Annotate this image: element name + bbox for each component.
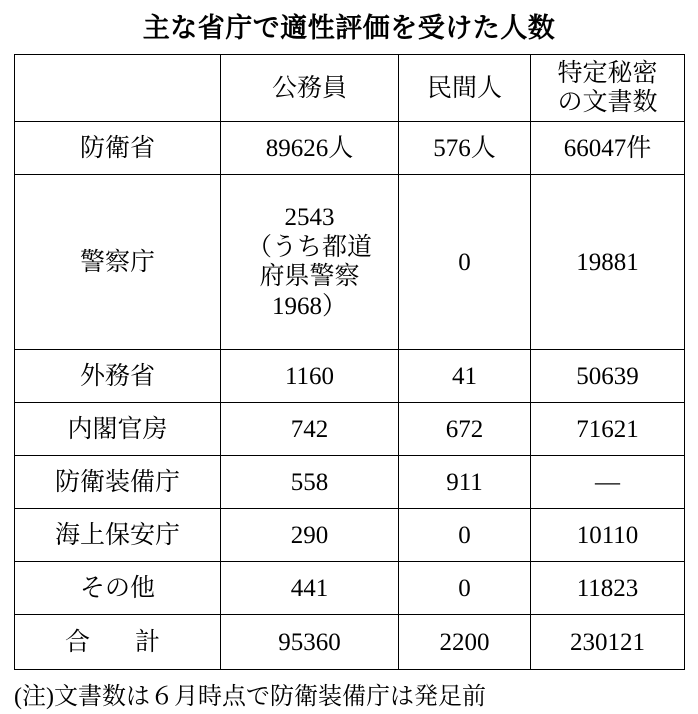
figure-note: (注)文書数は６月時点で防衛装備庁は発足前 xyxy=(14,684,486,711)
header-cell-blank xyxy=(15,55,221,122)
cell-public-servants: 290 xyxy=(221,509,399,562)
cell-secret-documents: 71621 xyxy=(531,403,685,456)
header-cell-public-servants: 公務員 xyxy=(221,55,399,122)
table-header xyxy=(15,55,685,122)
table-row xyxy=(15,562,685,615)
figure-title: 主な省庁で適性評価を受けた人数 xyxy=(142,13,556,43)
cell-private-citizens: 0 xyxy=(399,175,531,350)
cell-public-servants xyxy=(221,175,399,350)
cell-public-servants: 558 xyxy=(221,456,399,509)
cell-line-2: （うち都道 xyxy=(246,233,372,261)
cell-private-citizens: 576人 xyxy=(399,122,531,175)
table-row xyxy=(15,403,685,456)
table-row xyxy=(15,509,685,562)
table-body xyxy=(15,122,685,670)
header-cell-secret-documents-line2: の文書数 xyxy=(557,89,658,117)
row-label-total: 合 計 xyxy=(15,615,221,670)
row-label: 内閣官房 xyxy=(15,403,221,456)
table-row xyxy=(15,122,685,175)
row-label: その他 xyxy=(15,562,221,615)
row-label: 外務省 xyxy=(15,350,221,403)
header-cell-secret-documents-line1: 特定秘密 xyxy=(557,59,658,87)
cell-public-servants: 742 xyxy=(221,403,399,456)
header-row xyxy=(15,55,685,122)
row-label: 警察庁 xyxy=(15,175,221,350)
cell-private-citizens: 41 xyxy=(399,350,531,403)
cell-line-1: 2543 xyxy=(284,204,335,232)
cell-public-servants: 89626人 xyxy=(221,122,399,175)
table-row xyxy=(15,350,685,403)
row-label: 防衛省 xyxy=(15,122,221,175)
cell-private-citizens-total: 2200 xyxy=(399,615,531,670)
cell-public-servants: 1160 xyxy=(221,350,399,403)
cell-secret-documents: 19881 xyxy=(531,175,685,350)
cell-public-servants-total: 95360 xyxy=(221,615,399,670)
cell-private-citizens: 672 xyxy=(399,403,531,456)
cell-line-4: 1968） xyxy=(271,292,347,320)
table-total-row xyxy=(15,615,685,670)
cell-line-3: 府県警察 xyxy=(259,263,360,291)
cell-private-citizens: 0 xyxy=(399,562,531,615)
row-label: 防衛装備庁 xyxy=(15,456,221,509)
table-row xyxy=(15,175,685,350)
data-table xyxy=(14,54,685,670)
header-cell-private-citizens: 民間人 xyxy=(399,55,531,122)
cell-private-citizens: 911 xyxy=(399,456,531,509)
cell-secret-documents-total: 230121 xyxy=(531,615,685,670)
cell-private-citizens: 0 xyxy=(399,509,531,562)
cell-public-servants: 441 xyxy=(221,562,399,615)
cell-secret-documents: 11823 xyxy=(531,562,685,615)
cell-secret-documents: 50639 xyxy=(531,350,685,403)
table-row xyxy=(15,456,685,509)
cell-secret-documents: ― xyxy=(531,456,685,509)
row-label: 海上保安庁 xyxy=(15,509,221,562)
cell-secret-documents: 10110 xyxy=(531,509,685,562)
header-cell-secret-documents xyxy=(531,55,685,122)
cell-secret-documents: 66047件 xyxy=(531,122,685,175)
